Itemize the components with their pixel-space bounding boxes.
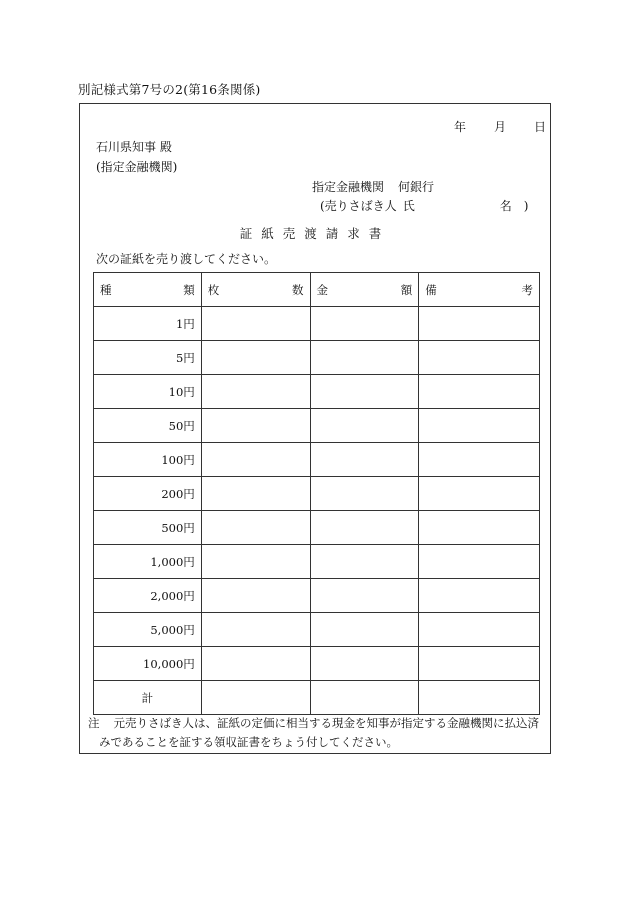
amount-cell[interactable]	[310, 511, 419, 545]
count-cell[interactable]	[201, 613, 310, 647]
table-row	[94, 443, 540, 477]
amount-cell[interactable]	[310, 375, 419, 409]
amount-cell[interactable]	[310, 409, 419, 443]
denomination: 10円	[94, 375, 202, 409]
day-label: 日	[534, 120, 547, 134]
amount-cell[interactable]	[310, 307, 419, 341]
count-cell[interactable]	[201, 647, 310, 681]
total-count-cell[interactable]	[201, 681, 310, 715]
count-cell[interactable]	[201, 579, 310, 613]
amount-cell[interactable]	[310, 579, 419, 613]
note-prefix: 注	[88, 716, 100, 730]
header-count	[201, 273, 310, 307]
table-header-row	[94, 273, 540, 307]
header-amount	[310, 273, 419, 307]
count-cell[interactable]	[201, 341, 310, 375]
denomination: 2,000円	[94, 579, 202, 613]
denomination: 5円	[94, 341, 202, 375]
header-amount-a: 金	[316, 282, 329, 297]
table-row	[94, 341, 540, 375]
denomination: 1,000円	[94, 545, 202, 579]
footnote	[88, 714, 548, 752]
count-cell[interactable]	[201, 545, 310, 579]
remarks-cell[interactable]	[419, 511, 540, 545]
note-line1: 元売りさばき人は、証紙の定価に相当する現金を知事が指定する金融機関に払込済	[113, 716, 539, 730]
denomination: 10,000円	[94, 647, 202, 681]
table-row	[94, 579, 540, 613]
denomination: 500円	[94, 511, 202, 545]
amount-cell[interactable]	[310, 647, 419, 681]
amount-cell[interactable]	[310, 545, 419, 579]
form-frame	[79, 103, 551, 754]
stamp-table	[93, 272, 540, 715]
amount-cell[interactable]	[310, 443, 419, 477]
remarks-cell[interactable]	[419, 647, 540, 681]
header-type-b: 類	[183, 282, 195, 297]
date-line	[454, 118, 546, 135]
total-remarks-cell[interactable]	[419, 681, 540, 715]
denomination: 1円	[94, 307, 202, 341]
table-row	[94, 545, 540, 579]
seller-name-label2: 名	[499, 199, 512, 213]
bank-value: 何銀行	[398, 180, 435, 194]
amount-cell[interactable]	[310, 477, 419, 511]
header-count-b: 数	[292, 282, 304, 297]
remarks-cell[interactable]	[419, 613, 540, 647]
year-label: 年	[454, 120, 467, 134]
count-cell[interactable]	[201, 511, 310, 545]
denomination: 50円	[94, 409, 202, 443]
remarks-cell[interactable]	[419, 579, 540, 613]
bank-line	[312, 178, 434, 195]
amount-cell[interactable]	[310, 613, 419, 647]
table-row	[94, 307, 540, 341]
note-line2: みであることを証する領収証書をちょう付してください。	[99, 735, 398, 749]
table-row	[94, 477, 540, 511]
remarks-cell[interactable]	[419, 375, 540, 409]
denomination: 5,000円	[94, 613, 202, 647]
header-remarks-b: 考	[521, 282, 533, 297]
seller-name-label: 氏	[402, 199, 416, 213]
table-row	[94, 511, 540, 545]
header-count-a: 枚	[207, 282, 220, 297]
remarks-cell[interactable]	[419, 307, 540, 341]
header-type-a: 種	[100, 282, 112, 297]
bank-label: 指定金融機関	[312, 180, 385, 194]
remarks-cell[interactable]	[419, 409, 540, 443]
table-row	[94, 409, 540, 443]
header-type	[94, 273, 202, 307]
form-caption: 別記様式第7号の2(第16条関係)	[78, 82, 261, 97]
total-label: 計	[94, 681, 202, 715]
count-cell[interactable]	[201, 443, 310, 477]
count-cell[interactable]	[201, 307, 310, 341]
instruction-text: 次の証紙を売り渡してください。	[96, 252, 277, 266]
remarks-cell[interactable]	[419, 443, 540, 477]
header-remarks	[419, 273, 540, 307]
seller-open: (売りさばき人	[320, 199, 397, 213]
amount-cell[interactable]	[310, 341, 419, 375]
remarks-cell[interactable]	[419, 545, 540, 579]
form-title: 証紙売渡請求書	[239, 226, 391, 241]
table-row	[94, 647, 540, 681]
table-row	[94, 613, 540, 647]
denomination: 200円	[94, 477, 202, 511]
count-cell[interactable]	[201, 477, 310, 511]
addressee-note: (指定金融機関)	[96, 160, 178, 174]
count-cell[interactable]	[201, 409, 310, 443]
seller-close: )	[523, 199, 529, 213]
seller-line	[320, 197, 528, 214]
remarks-cell[interactable]	[419, 477, 540, 511]
header-remarks-a: 備	[425, 282, 437, 297]
header-amount-b: 額	[400, 282, 413, 297]
month-label: 月	[494, 120, 507, 134]
table-total-row	[94, 681, 540, 715]
total-amount-cell[interactable]	[310, 681, 419, 715]
denomination: 100円	[94, 443, 202, 477]
count-cell[interactable]	[201, 375, 310, 409]
remarks-cell[interactable]	[419, 341, 540, 375]
addressee: 石川県知事 殿	[96, 140, 172, 154]
table-row	[94, 375, 540, 409]
